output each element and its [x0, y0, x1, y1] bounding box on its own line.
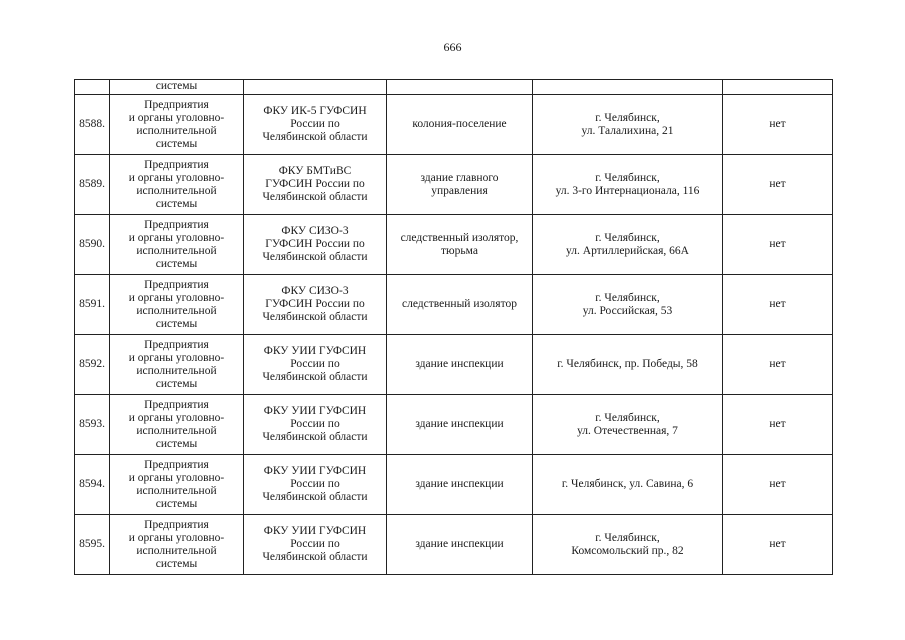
address-line: ул. 3-го Интернационала, 116: [555, 184, 700, 197]
organization-line: Челябинской области: [262, 491, 368, 503]
cell-type: [110, 155, 244, 215]
organization-line: Челябинской области: [262, 191, 368, 203]
type-line: Предприятия: [144, 398, 209, 411]
table-row: [75, 155, 833, 215]
organization-line: Челябинской области: [262, 251, 368, 263]
cell-organization: [244, 155, 387, 215]
type-line: исполнительной: [136, 364, 217, 377]
cell-object: [387, 275, 533, 335]
organization-line: России по: [290, 118, 340, 130]
type-line: системы: [155, 377, 198, 390]
organization-line: ФКУ УИИ ГУФСИН: [263, 525, 367, 537]
type-line: и органы уголовно-: [128, 111, 225, 124]
continuation-row: [75, 80, 833, 95]
organization-line: ФКУ УИИ ГУФСИН: [263, 465, 367, 477]
organization-line: Челябинской области: [262, 131, 368, 143]
type-line: исполнительной: [136, 184, 217, 197]
cell-address: [533, 80, 723, 95]
cell-type: [110, 395, 244, 455]
cell-object: [387, 215, 533, 275]
address-line: Комсомольский пр., 82: [571, 544, 684, 557]
type-line: системы: [155, 197, 198, 210]
cell-organization: [244, 215, 387, 275]
type-line: и органы уголовно-: [128, 231, 225, 244]
table-row: [75, 515, 833, 575]
cell-organization: [244, 275, 387, 335]
type-line: и органы уголовно-: [128, 291, 225, 304]
object-line: колония-поселение: [412, 118, 507, 130]
type-line: системы: [155, 557, 198, 570]
address-line: г. Челябинск,: [595, 411, 660, 424]
cell-address: [533, 395, 723, 455]
type-line: исполнительной: [136, 484, 217, 497]
type-line: Предприятия: [144, 518, 209, 531]
type-line: исполнительной: [136, 544, 217, 557]
cell-address: [533, 335, 723, 395]
object-line: здание инспекции: [415, 418, 504, 430]
cell-object: [387, 335, 533, 395]
cell-address: [533, 455, 723, 515]
cell-address: [533, 215, 723, 275]
type-line: системы: [155, 437, 198, 450]
type-line: и органы уголовно-: [128, 351, 225, 364]
cell-flag: нет: [723, 95, 833, 155]
registry-table-body: [75, 80, 833, 575]
type-line: Предприятия: [144, 338, 209, 351]
table-row: [75, 335, 833, 395]
cell-flag: нет: [723, 275, 833, 335]
cell-flag: нет: [723, 455, 833, 515]
type-line: Предприятия: [144, 278, 209, 291]
type-line: исполнительной: [136, 424, 217, 437]
cell-number: 8591.: [75, 275, 110, 335]
address-line: г. Челябинск,: [595, 111, 660, 124]
address-line: ул. Талалихина, 21: [581, 124, 674, 137]
cell-address: [533, 95, 723, 155]
cell-object: [387, 395, 533, 455]
table-row: [75, 455, 833, 515]
address-line: г. Челябинск,: [595, 231, 660, 244]
organization-line: ФКУ СИЗО-3: [281, 285, 349, 297]
cell-organization: [244, 80, 387, 95]
cell-organization: [244, 395, 387, 455]
object-line: здание инспекции: [415, 538, 504, 550]
cell-object: [387, 155, 533, 215]
cell-address: [533, 515, 723, 575]
type-line: и органы уголовно-: [128, 471, 225, 484]
cell-organization: [244, 95, 387, 155]
cell-type: [110, 95, 244, 155]
address-line: г. Челябинск,: [595, 291, 660, 304]
object-line: здание инспекции: [415, 478, 504, 490]
cell-address: [533, 155, 723, 215]
address-line: ул. Российская, 53: [582, 304, 673, 317]
address-line: ул. Артиллерийская, 66А: [566, 244, 689, 257]
cell-organization: [244, 455, 387, 515]
organization-line: ФКУ ИК-5 ГУФСИН: [263, 105, 367, 117]
cell-type: [110, 515, 244, 575]
cell-type: [110, 335, 244, 395]
cell-organization: [244, 335, 387, 395]
organization-line: ФКУ СИЗО-3: [281, 225, 349, 237]
cell-object: [387, 455, 533, 515]
organization-line: Челябинской области: [262, 371, 368, 383]
cell-type: [110, 455, 244, 515]
cell-flag: [723, 80, 833, 95]
cell-flag: нет: [723, 395, 833, 455]
organization-line: России по: [290, 358, 340, 370]
cell-number: [75, 80, 110, 95]
organization-line: России по: [290, 538, 340, 550]
organization-line: России по: [290, 418, 340, 430]
object-line: тюрьма: [441, 244, 478, 257]
table-row: [75, 215, 833, 275]
type-line: исполнительной: [136, 244, 217, 257]
address-line: ул. Отечественная, 7: [577, 424, 678, 437]
type-line: исполнительной: [136, 124, 217, 137]
registry-table: [74, 79, 833, 575]
organization-line: Челябинской области: [262, 311, 368, 323]
type-line: и органы уголовно-: [128, 531, 225, 544]
table-row: [75, 275, 833, 335]
organization-line: ГУФСИН России по: [265, 178, 365, 190]
type-line: системы: [155, 497, 198, 510]
table-row: [75, 395, 833, 455]
cell-flag: нет: [723, 215, 833, 275]
cell-number: 8594.: [75, 455, 110, 515]
type-line: Предприятия: [144, 158, 209, 171]
type-line: системы: [155, 257, 198, 270]
organization-line: ГУФСИН России по: [265, 238, 365, 250]
object-line: следственный изолятор: [402, 298, 517, 310]
page-number: 666: [443, 40, 462, 54]
cell-address: [533, 275, 723, 335]
cell-number: 8589.: [75, 155, 110, 215]
object-line: следственный изолятор,: [400, 231, 519, 244]
organization-line: ГУФСИН России по: [265, 298, 365, 310]
address-line: г. Челябинск, пр. Победы, 58: [557, 358, 698, 370]
type-line: Предприятия: [144, 218, 209, 231]
type-line: системы: [155, 317, 198, 330]
organization-line: ФКУ БМТиВС: [278, 165, 352, 177]
organization-line: ФКУ УИИ ГУФСИН: [263, 345, 367, 357]
table-row: [75, 95, 833, 155]
cell-type: системы: [110, 80, 244, 95]
type-line: Предприятия: [144, 98, 209, 111]
type-line: Предприятия: [144, 458, 209, 471]
cell-number: 8595.: [75, 515, 110, 575]
cell-object: [387, 95, 533, 155]
object-line: здание инспекции: [415, 358, 504, 370]
type-line: системы: [155, 137, 198, 150]
cell-number: 8590.: [75, 215, 110, 275]
object-line: управления: [431, 184, 488, 197]
cell-type: [110, 275, 244, 335]
object-line: здание главного: [420, 171, 499, 184]
address-line: г. Челябинск,: [595, 171, 660, 184]
organization-line: Челябинской области: [262, 551, 368, 563]
cell-number: 8592.: [75, 335, 110, 395]
organization-line: Челябинской области: [262, 431, 368, 443]
type-line: и органы уголовно-: [128, 411, 225, 424]
type-line: исполнительной: [136, 304, 217, 317]
cell-flag: нет: [723, 155, 833, 215]
cell-flag: нет: [723, 335, 833, 395]
cell-number: 8588.: [75, 95, 110, 155]
cell-organization: [244, 515, 387, 575]
type-line: и органы уголовно-: [128, 171, 225, 184]
cell-flag: нет: [723, 515, 833, 575]
cell-number: 8593.: [75, 395, 110, 455]
address-line: г. Челябинск,: [595, 531, 660, 544]
cell-object: [387, 80, 533, 95]
cell-type: [110, 215, 244, 275]
organization-line: ФКУ УИИ ГУФСИН: [263, 405, 367, 417]
cell-object: [387, 515, 533, 575]
address-line: г. Челябинск, ул. Савина, 6: [561, 478, 694, 490]
organization-line: России по: [290, 478, 340, 490]
